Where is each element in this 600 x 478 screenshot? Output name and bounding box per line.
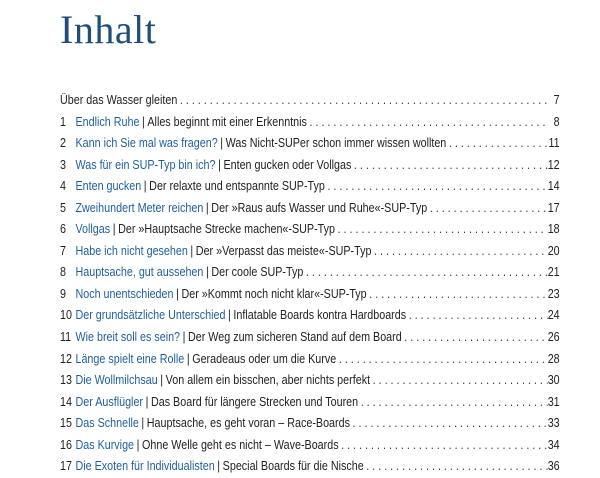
toc-separator: |: [112, 222, 116, 237]
toc-chapter-title[interactable]: Hauptsache, gut aussehen: [75, 265, 204, 280]
toc-entry-10[interactable]: [60, 305, 560, 327]
toc-entry-4[interactable]: [60, 176, 560, 198]
toc-chapter-subtitle: Geradeaus oder um die Kurve: [192, 351, 337, 366]
toc-chapter-number: 6: [60, 222, 66, 237]
toc-page-number: 36: [547, 459, 560, 474]
toc-chapter-number: 8: [60, 265, 66, 280]
toc-chapter-subtitle: Der »Hauptsache Strecke machen«-SUP-Typ: [118, 222, 335, 237]
toc-dot-leader: [364, 456, 548, 478]
toc-chapter-subtitle: Inflatable Boards kontra Hardboards: [233, 308, 407, 323]
toc-entry-16[interactable]: [60, 435, 560, 457]
toc-separator: |: [136, 437, 140, 452]
toc-page-number: 24: [547, 308, 560, 323]
toc-chapter-number: 12: [60, 351, 72, 366]
toc-chapter-title[interactable]: Die Wollmilchsau: [75, 373, 158, 388]
toc-chapter-title[interactable]: Zweihundert Meter reichen: [75, 200, 204, 215]
toc-page-number: 8: [553, 114, 560, 129]
toc-entry-11[interactable]: [60, 327, 560, 349]
toc-entry-intro[interactable]: [60, 90, 560, 112]
toc-page-number: 18: [547, 222, 560, 237]
toc-page-number: 17: [547, 200, 560, 215]
toc-dot-leader: [350, 413, 548, 435]
toc-chapter-title[interactable]: Noch unentschieden: [75, 286, 174, 301]
toc-chapter-title[interactable]: Das Schnelle: [75, 416, 139, 431]
toc-page-number: 21: [547, 265, 560, 280]
toc-entry-7[interactable]: [60, 241, 560, 263]
toc-chapter-subtitle: Enten gucken oder Vollgas: [223, 157, 352, 172]
toc-separator: |: [205, 265, 209, 280]
toc-page-number: 20: [547, 243, 560, 258]
toc-chapter-number: 16: [60, 437, 72, 452]
toc-chapter-title[interactable]: Vollgas: [75, 222, 111, 237]
toc-separator: |: [143, 179, 147, 194]
table-of-contents: [60, 90, 560, 478]
toc-entry-15[interactable]: [60, 413, 560, 435]
toc-dot-leader: [402, 327, 548, 349]
toc-chapter-subtitle: Ohne Welle geht es nicht – Wave-Boards: [141, 437, 339, 452]
toc-entry-9[interactable]: [60, 284, 560, 306]
toc-dot-leader: [358, 392, 547, 414]
toc-chapter-subtitle: Alles beginnt mit einer Erkenntnis: [147, 114, 307, 129]
toc-page-number: 34: [547, 437, 560, 452]
toc-separator: |: [220, 136, 224, 151]
toc-entry-17[interactable]: [60, 456, 560, 478]
toc-chapter-title[interactable]: Die Exoten für Individualisten: [75, 459, 215, 474]
toc-chapter-subtitle: Der »Kommt noch nicht klar«-SUP-Typ: [181, 286, 367, 301]
toc-chapter-number: 7: [60, 243, 66, 258]
toc-chapter-title[interactable]: Der Ausflügler: [75, 394, 144, 409]
toc-chapter-subtitle: Hauptsache, es geht voran – Race-Boards: [146, 416, 350, 431]
toc-chapter-number: 15: [60, 416, 72, 431]
toc-chapter-number: 5: [60, 200, 66, 215]
toc-separator: |: [141, 416, 145, 431]
toc-separator: |: [205, 200, 209, 215]
toc-chapter-number: 13: [60, 373, 72, 388]
toc-separator: |: [182, 330, 186, 345]
toc-entry-5[interactable]: [60, 198, 560, 220]
toc-page-number: 31: [547, 394, 560, 409]
toc-dot-leader: [351, 155, 547, 177]
toc-chapter-number: 2: [60, 136, 66, 151]
toc-separator: |: [142, 114, 145, 129]
toc-chapter-subtitle: Der Weg zum sicheren Stand auf dem Board: [187, 330, 402, 345]
toc-entry-6[interactable]: [60, 219, 560, 241]
toc-dot-leader: [325, 176, 548, 198]
toc-chapter-subtitle: Was Nicht-SUPer schon immer wissen wollten: [225, 136, 447, 151]
toc-dot-leader: [303, 262, 547, 284]
toc-page-number: 33: [547, 416, 560, 431]
toc-chapter-title[interactable]: Der grundsätzliche Unterschied: [75, 308, 226, 323]
toc-chapter-title[interactable]: Endlich Ruhe: [75, 114, 140, 129]
toc-page-number: 28: [547, 351, 560, 366]
toc-page-number: 30: [547, 373, 560, 388]
toc-separator: |: [186, 351, 190, 366]
toc-page-number: 7: [553, 93, 560, 107]
toc-entry-plain-title: Über das Wasser gleiten: [60, 93, 178, 107]
toc-chapter-number: 11: [60, 330, 72, 345]
toc-separator: |: [217, 459, 221, 474]
toc-chapter-number: 1: [60, 114, 66, 129]
toc-chapter-number: 3: [60, 157, 66, 172]
toc-separator: |: [218, 157, 221, 172]
page-title: Inhalt: [60, 7, 157, 52]
toc-chapter-number: 9: [60, 286, 66, 301]
toc-page-number: 11: [548, 136, 560, 151]
toc-chapter-number: 4: [60, 179, 66, 194]
toc-dot-leader: [446, 133, 547, 155]
toc-chapter-subtitle: Der »Verpasst das meiste«-SUP-Typ: [195, 243, 372, 258]
toc-entry-2[interactable]: [60, 133, 560, 155]
toc-chapter-title[interactable]: Was für ein SUP-Typ bin ich?: [75, 157, 216, 172]
toc-chapter-title[interactable]: Enten gucken: [75, 179, 142, 194]
toc-separator: |: [190, 243, 194, 258]
toc-chapter-number: 10: [60, 308, 72, 323]
toc-page-number: 12: [547, 157, 560, 172]
toc-chapter-title[interactable]: Länge spielt eine Rolle: [75, 351, 185, 366]
toc-page-number: 26: [547, 330, 560, 345]
toc-entry-1[interactable]: [60, 112, 560, 134]
toc-dot-leader: [427, 198, 547, 220]
toc-dot-leader: [177, 90, 547, 112]
toc-dot-leader: [371, 241, 547, 263]
toc-dot-leader: [307, 112, 548, 134]
toc-chapter-title[interactable]: Wie breit soll es sein?: [75, 330, 181, 345]
toc-dot-leader: [370, 370, 548, 392]
toc-chapter-number: 17: [60, 459, 72, 474]
toc-separator: |: [145, 394, 149, 409]
toc-chapter-title[interactable]: Kann ich Sie mal was fragen?: [75, 136, 218, 151]
toc-page-number: 14: [547, 179, 560, 194]
toc-entry-8[interactable]: [60, 262, 560, 284]
toc-chapter-subtitle: Der »Raus aufs Wasser und Ruhe«-SUP-Typ: [211, 200, 428, 215]
toc-chapter-number: 14: [60, 394, 72, 409]
toc-dot-leader: [406, 305, 548, 327]
toc-entry-3[interactable]: [60, 155, 560, 177]
toc-page-number: 23: [547, 286, 560, 301]
toc-separator: |: [160, 373, 164, 388]
toc-dot-leader: [335, 219, 548, 241]
toc-dot-leader: [339, 435, 548, 457]
toc-chapter-title[interactable]: Das Kurvige: [75, 437, 135, 452]
toc-chapter-subtitle: Das Board für längere Strecken und Touren: [150, 394, 359, 409]
toc-chapter-subtitle: Special Boards für die Nische: [222, 459, 364, 474]
toc-separator: |: [176, 286, 179, 301]
toc-entry-12[interactable]: [60, 349, 560, 371]
toc-dot-leader: [336, 349, 547, 371]
toc-separator: |: [228, 308, 231, 323]
toc-entry-14[interactable]: [60, 392, 560, 414]
toc-entry-13[interactable]: [60, 370, 560, 392]
toc-chapter-title[interactable]: Habe ich nicht gesehen: [75, 243, 188, 258]
toc-dot-leader: [367, 284, 548, 306]
toc-chapter-subtitle: Von allem ein bisschen, aber nichts perfekt: [165, 373, 371, 388]
toc-chapter-subtitle: Der coole SUP-Typ: [211, 265, 304, 280]
toc-chapter-subtitle: Der relaxte und entspannte SUP-Typ: [149, 179, 325, 194]
